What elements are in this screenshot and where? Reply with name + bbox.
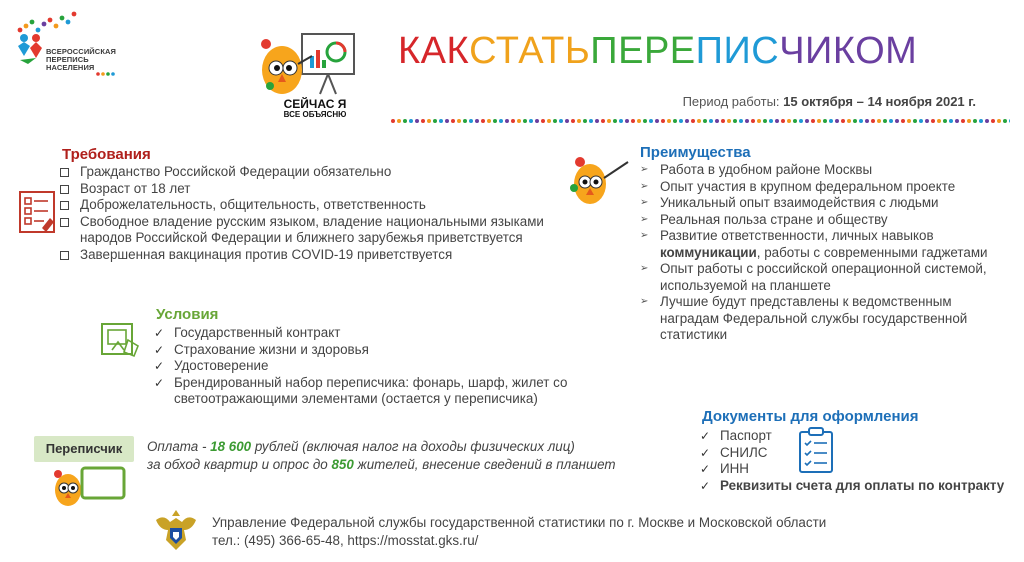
divider-dot [607,119,611,123]
divider-dot [451,119,455,123]
condition-text: Удостоверение [174,358,269,373]
documents-list [700,428,1020,494]
checkbox-square-icon [60,251,69,260]
requirement-text: Доброжелательность, общительность, ответственность [80,197,426,212]
divider-dot [1003,119,1007,123]
list-item [640,179,1000,196]
list-item [700,445,1020,462]
advantage-text: Уникальный опыт взаимодействия с людьми [660,195,939,210]
payment-info [147,438,687,474]
divider-dot [937,119,941,123]
clipboard-icon [796,426,836,476]
divider-dot [679,119,683,123]
divider-dot [523,119,527,123]
divider-dot [829,119,833,123]
title-part-1: КАК [398,30,470,72]
divider-dot [415,119,419,123]
checkbox-square-icon [60,185,69,194]
divider-dot [871,119,875,123]
divider-dot [655,119,659,123]
advantage-text: Лучшие будут представлены к ведомственным наградам Федеральной службы государственной статистики [660,294,968,342]
divider-dot [619,119,623,123]
divider-dot [577,119,581,123]
list-item [640,261,1000,294]
divider-dot [421,119,425,123]
page-title [398,30,917,73]
divider-dot [955,119,959,123]
document-text: Реквизиты счета для оплаты по контракту [720,477,1005,493]
divider-dot [661,119,665,123]
divider-dot [919,119,923,123]
payment-line1 [147,438,687,456]
footer-contacts [212,514,992,550]
divider-dot [649,119,653,123]
divider-dot [493,119,497,123]
checklist-icon [14,188,60,236]
documents-title: Документы для оформления [702,408,919,425]
advantage-text: Работа в удобном районе Москвы [660,162,873,177]
list-item [640,212,1000,229]
payment-text: жителей, внесение сведений в планшет [353,457,616,472]
divider-dot [943,119,947,123]
list-item [154,375,624,408]
list-item [154,358,624,375]
divider-dot [529,119,533,123]
divider-dot [541,119,545,123]
payment-text: Оплата - [147,439,211,454]
divider-dot [787,119,791,123]
payment-text: за обход квартир и опрос до [147,457,332,472]
list-item [640,162,1000,179]
work-period [562,94,976,109]
divider-dot [583,119,587,123]
divider-dot [427,119,431,123]
requirements-title: Требования [62,146,151,163]
divider-dot [775,119,779,123]
divider-dot [697,119,701,123]
requirement-text: Свободное владение русским языком, владение национальными языками народов Российской Федерации и ближнего зарубежья приветствуется [80,213,544,245]
checkmark-icon: ✓ [700,445,711,460]
payment-text: рублей (включая налог на доходы физических лиц) [251,439,575,454]
document-text: ИНН [720,461,749,476]
payment-line2 [147,456,687,474]
checkbox-square-icon [60,201,69,210]
divider-dot [907,119,911,123]
divider-dot [889,119,893,123]
divider-dot [637,119,641,123]
list-item [60,247,550,264]
divider-dot [865,119,869,123]
checkmark-icon: ✓ [154,326,165,340]
divider-dot [991,119,995,123]
divider-dot [877,119,881,123]
divider-dot [751,119,755,123]
divider-dot [589,119,593,123]
divider-dot [763,119,767,123]
checkmark-icon: ✓ [700,429,711,443]
arrow-bullet-icon: ➢ [640,197,649,208]
divider-dot [973,119,977,123]
mascot-tablet-icon [52,462,136,512]
checkmark-icon: ✓ [700,462,711,476]
divider-dot [487,119,491,123]
divider-dot [691,119,695,123]
divider-dot [931,119,935,123]
mascot-presenter-icon [258,28,374,98]
divider-dot [535,119,539,123]
divider-dot [967,119,971,123]
list-item [154,325,624,342]
divider-dot [835,119,839,123]
divider-dot [895,119,899,123]
divider-dot [841,119,845,123]
arrow-bullet-icon: ➢ [640,213,649,225]
divider-dot [547,119,551,123]
title-part-3: ПЕРЕ [590,30,696,72]
divider-dot [949,119,953,123]
document-text: Паспорт [720,428,772,443]
divider-dot [403,119,407,123]
mascot-caption-line1: СЕЙЧАС Я [283,97,347,111]
advantage-bold-text: коммуникации [660,244,757,260]
divider-dot [505,119,509,123]
divider-dot [469,119,473,123]
footer-phone-website: тел.: (495) 366-65-48, https://mosstat.gks.ru/ [212,533,479,548]
divider-dot [409,119,413,123]
payment-residents: 850 [331,457,354,472]
divider-dot [847,119,851,123]
enumerator-badge: Переписчик [34,436,134,462]
condition-text: Государственный контракт [174,325,341,340]
arrow-bullet-icon: ➢ [640,164,649,175]
divider-dot [463,119,467,123]
divider-dot [613,119,617,123]
work-period-value: 15 октября – 14 ноября 2021 г. [783,94,976,109]
divider-dot [793,119,797,123]
divider-dot [397,119,401,123]
list-item [60,181,550,198]
divider-dot [961,119,965,123]
checkbox-square-icon [60,218,69,227]
list-item [60,197,550,214]
conditions-title: Условия [156,306,219,323]
condition-text: Страхование жизни и здоровья [174,341,369,357]
divider-dot [913,119,917,123]
divider-dot [457,119,461,123]
divider-dot [859,119,863,123]
divider-dot [721,119,725,123]
contract-icon [98,320,142,360]
rosstat-emblem-icon [150,506,202,556]
list-item [154,342,624,359]
list-item [700,478,1020,495]
divider-dot [595,119,599,123]
divider-dot [811,119,815,123]
divider-dot [703,119,707,123]
requirement-text: Возраст от 18 лет [80,180,191,196]
divider-dot [709,119,713,123]
advantage-text: Реальная польза стране и обществу [660,211,888,227]
divider-dot [445,119,449,123]
logo-text-line3: НАСЕЛЕНИЯ [46,63,95,72]
advantage-text: Развитие ответственности, личных навыков [660,228,934,243]
arrow-bullet-icon: ➢ [640,296,649,307]
mascot-caption [270,98,360,120]
checkmark-icon: ✓ [154,342,165,357]
arrow-bullet-icon: ➢ [640,263,649,274]
divider-dot [997,119,1001,123]
list-item [640,195,1000,212]
divider-dot [517,119,521,123]
payment-amount: 18 600 [210,439,252,454]
divider-dot [733,119,737,123]
divider-dot [805,119,809,123]
census-logo [10,8,130,86]
document-text: СНИЛС [720,444,768,460]
divider-dot [769,119,773,123]
work-period-label: Период работы: [682,94,784,109]
list-item [700,461,1020,478]
divider-dot [1009,119,1010,123]
checkmark-icon: ✓ [154,375,165,390]
advantage-text: , работы с современными гаджетами [756,244,988,260]
divider-dot [571,119,575,123]
divider-dot [685,119,689,123]
advantages-title: Преимущества [640,144,751,161]
divider-dot [475,119,479,123]
requirement-text: Гражданство Российской Федерации обязательно [80,164,392,179]
divider-dot [643,119,647,123]
divider-dot [667,119,671,123]
list-item [60,214,550,247]
checkmark-icon: ✓ [700,478,711,493]
footer-organization: Управление Федеральной службы государственной статистики по г. Москве и Московской области [212,515,827,530]
divider-dot [781,119,785,123]
mascot-caption-line2: ВСЕ ОБЪЯСНЮ [283,110,347,119]
dotted-divider [390,118,1010,124]
divider-dot [757,119,761,123]
checkmark-icon: ✓ [154,359,165,373]
divider-dot [799,119,803,123]
divider-dot [565,119,569,123]
divider-dot [745,119,749,123]
divider-dot [601,119,605,123]
divider-dot [715,119,719,123]
condition-text: Брендированный набор переписчика: фонарь, шарф, жилет со светоотражающими элементами (остается у переписчика) [174,374,568,406]
divider-dot [979,119,983,123]
list-item [700,428,1020,445]
divider-dot [625,119,629,123]
advantage-text: Опыт работы с российской операционной системой, используемой на планшете [660,261,987,293]
mascot-pointer-icon [566,148,634,208]
checkbox-square-icon [60,168,69,177]
list-item [640,294,1000,344]
requirements-list [60,164,550,263]
divider-dot [439,119,443,123]
logo-text-line1: ВСЕРОССИЙСКАЯ [46,47,117,56]
divider-dot [499,119,503,123]
divider-dot [739,119,743,123]
divider-dot [673,119,677,123]
divider-dot [823,119,827,123]
divider-dot [925,119,929,123]
divider-dot [553,119,557,123]
divider-dot [727,119,731,123]
divider-dot [883,119,887,123]
arrow-bullet-icon: ➢ [640,180,649,192]
divider-dot [481,119,485,123]
advantage-text: Опыт участия в крупном федеральном проекте [660,178,956,194]
title-part-4: ПИС [695,30,780,72]
logo-text-line2: ПЕРЕПИСЬ [46,55,89,64]
divider-dot [433,119,437,123]
divider-dot [817,119,821,123]
divider-dot [391,119,395,123]
divider-dot [559,119,563,123]
list-item [60,164,550,181]
divider-dot [511,119,515,123]
title-part-2: СТАТЬ [469,30,591,72]
divider-dot [985,119,989,123]
divider-dot [853,119,857,123]
requirement-text: Завершенная вакцинация против COVID-19 приветствуется [80,246,453,262]
conditions-list [154,325,624,408]
arrow-bullet-icon: ➢ [640,230,649,241]
divider-dot [631,119,635,123]
advantages-list [640,162,1000,344]
title-part-5: ЧИКОМ [779,30,918,72]
divider-dot [901,119,905,123]
list-item [640,228,1000,261]
